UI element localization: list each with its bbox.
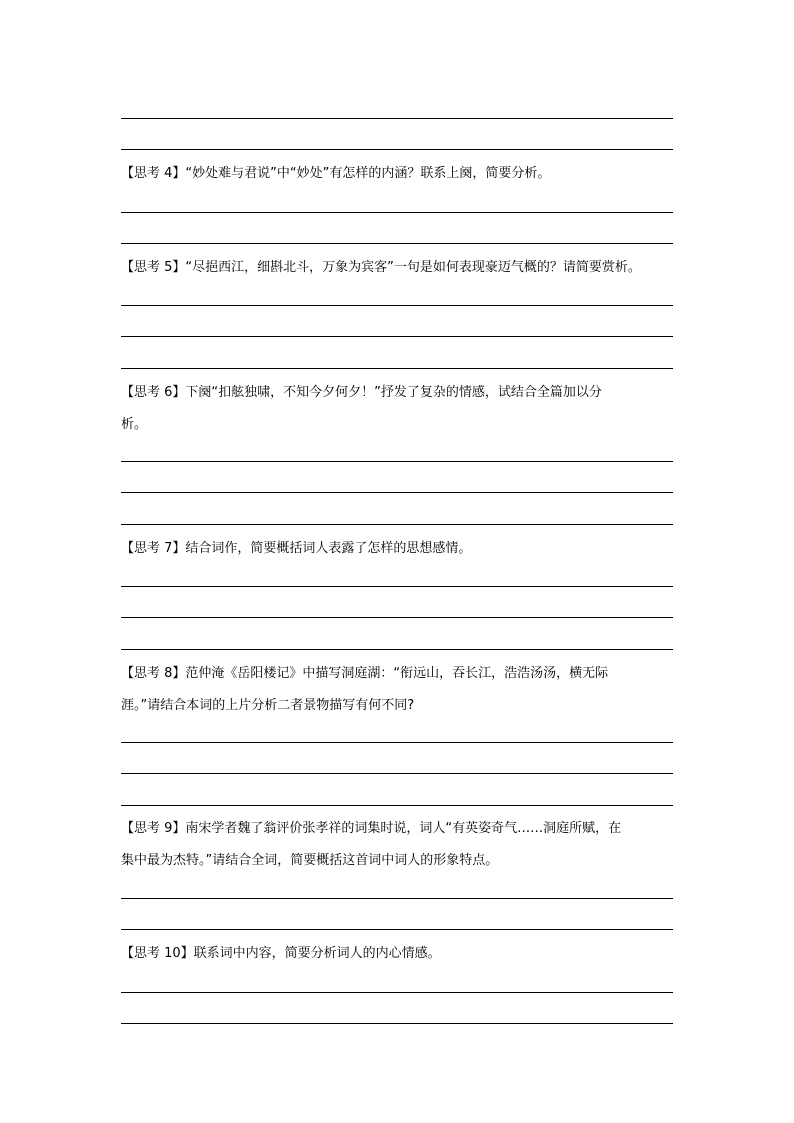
answer-line bbox=[121, 898, 673, 899]
question-text: 【思考 4】“妙处难与君说”中“妙处”有怎样的内涵？联系上阕，简要分析。 bbox=[121, 166, 551, 181]
question-8 bbox=[121, 658, 681, 722]
answer-line bbox=[121, 336, 673, 337]
question-text: 【思考 10】联系词中内容，简要分析词人的内心情感。 bbox=[121, 946, 441, 961]
answer-line bbox=[121, 805, 673, 806]
answer-line bbox=[121, 524, 673, 525]
question-text: 【思考 8】范仲淹《岳阳楼记》中描写洞庭湖：“衔远山，吞长江，浩浩汤汤，横无际 bbox=[121, 666, 609, 681]
question-text: 【思考 7】结合词作，简要概括词人表露了怎样的思想感情。 bbox=[121, 541, 472, 556]
question-4 bbox=[121, 158, 681, 190]
answer-line bbox=[121, 742, 673, 743]
answer-line bbox=[121, 149, 673, 150]
answer-line bbox=[121, 243, 673, 244]
answer-line bbox=[121, 212, 673, 213]
answer-line bbox=[121, 1023, 673, 1024]
answer-line bbox=[121, 992, 673, 993]
question-text-continued: 集中最为杰特。”请结合全词，简要概括这首词中词人的形象特点。 bbox=[121, 853, 499, 868]
question-10 bbox=[121, 938, 681, 970]
question-5 bbox=[121, 252, 681, 284]
answer-line bbox=[121, 368, 673, 369]
answer-line bbox=[121, 617, 673, 618]
question-text: 【思考 9】南宋学者魏了翁评价张孝祥的词集时说，词人“有英姿奇气……洞庭所赋，在 bbox=[121, 821, 622, 836]
answer-line bbox=[121, 929, 673, 930]
answer-line bbox=[121, 118, 673, 119]
question-text: 【思考 6】下阕“扣舷独啸，不知今夕何夕！”抒发了复杂的情感，试结合全篇加以分 bbox=[121, 385, 602, 400]
answer-line bbox=[121, 305, 673, 306]
question-9 bbox=[121, 813, 681, 877]
question-7 bbox=[121, 533, 681, 565]
question-text-continued: 析。 bbox=[121, 417, 148, 432]
answer-line bbox=[121, 773, 673, 774]
answer-line bbox=[121, 492, 673, 493]
answer-line bbox=[121, 649, 673, 650]
answer-line bbox=[121, 461, 673, 462]
question-text-continued: 涯。”请结合本词的上片分析二者景物描写有何不同? bbox=[121, 698, 415, 713]
answer-line bbox=[121, 586, 673, 587]
question-text: 【思考 5】“尽挹西江，细斟北斗，万象为宾客”一句是如何表现豪迈气概的？请简要赏析。 bbox=[121, 260, 641, 275]
question-6 bbox=[121, 377, 681, 441]
